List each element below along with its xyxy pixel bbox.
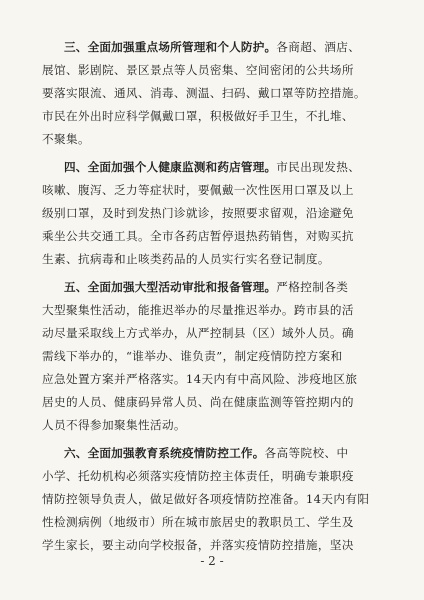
section-first-line: [42, 442, 384, 465]
section-line: 情防控领导负责人，做足做好各项疫情防控准备。14天内有阳: [42, 492, 370, 506]
section-line: 动尽量采取线上方式举办，从严控制县（区）域外人员。确: [42, 326, 354, 340]
section-line: 不聚集。: [42, 132, 90, 146]
section-5: [42, 276, 384, 437]
section-line: 学生家长，要主动向学校报备，并落实疫情防控措施，坚决: [42, 538, 354, 552]
section-text: 市民出现发热、: [276, 160, 361, 174]
section-text: 严格控制各类: [276, 280, 349, 294]
section-text: 各高等院校、中: [264, 446, 349, 460]
section-first-line: [42, 156, 384, 179]
section-line: 展馆、影剧院、景区景点等人员密集、空间密闭的公共场所: [42, 63, 354, 77]
section-line: 要落实限流、通风、消毒、测温、扫码、戴口罩等防控措施。: [42, 86, 366, 100]
section-3: [42, 36, 384, 151]
section-line: 居史的人员、健康码异常人员、尚在健康监测等管控期内的: [42, 395, 354, 409]
section-line: 咳嗽、腹泻、乏力等症状时，要佩戴一次性医用口罩及以上: [42, 183, 354, 197]
section-heading: 六、全面加强教育系统疫情防控工作。: [64, 446, 265, 460]
section-heading: 五、全面加强大型活动审批和报备管理。: [64, 280, 277, 294]
section-line: 应急处置方案并严格落实。14天内有中高风险、涉疫地区旅: [42, 372, 358, 386]
section-line: 大型聚集性活动，能推迟举办的尽量推迟举办。跨市县的活: [42, 303, 354, 317]
section-line: 市民在外出时应科学佩戴口罩，积极做好手卫生，不扎堆、: [42, 109, 354, 123]
section-line: 人员不得参加聚集性活动。: [42, 418, 186, 432]
page-number: - 2 -: [200, 554, 224, 568]
section-line: 需线下举办的，“谁举办、谁负责”，制定疫情防控方案和: [42, 349, 343, 363]
section-line: 级别口罩，及时到发热门诊就诊，按照要求留观，沿途避免: [42, 206, 354, 220]
section-line: 性检测病例（地级市）所在城市旅居史的教职员工、学生及: [42, 515, 354, 529]
section-line: 乘坐公共交通工具。全市各药店暂停退热药销售，对购买抗: [42, 229, 354, 243]
section-line: 小学、托幼机构必须落实疫情防控主体责任，明确专兼职疫: [42, 469, 354, 483]
section-heading: 四、全面加强个人健康监测和药店管理。: [64, 160, 277, 174]
section-text: 各商超、酒店、: [276, 40, 361, 54]
section-4: [42, 156, 384, 271]
section-first-line: [42, 276, 384, 299]
section-6: [42, 442, 384, 557]
section-line: 生素、抗病毒和止咳类药品的人员实行实名登记制度。: [42, 252, 330, 266]
section-first-line: [42, 36, 384, 59]
section-heading: 三、全面加强重点场所管理和个人防护。: [64, 40, 277, 54]
